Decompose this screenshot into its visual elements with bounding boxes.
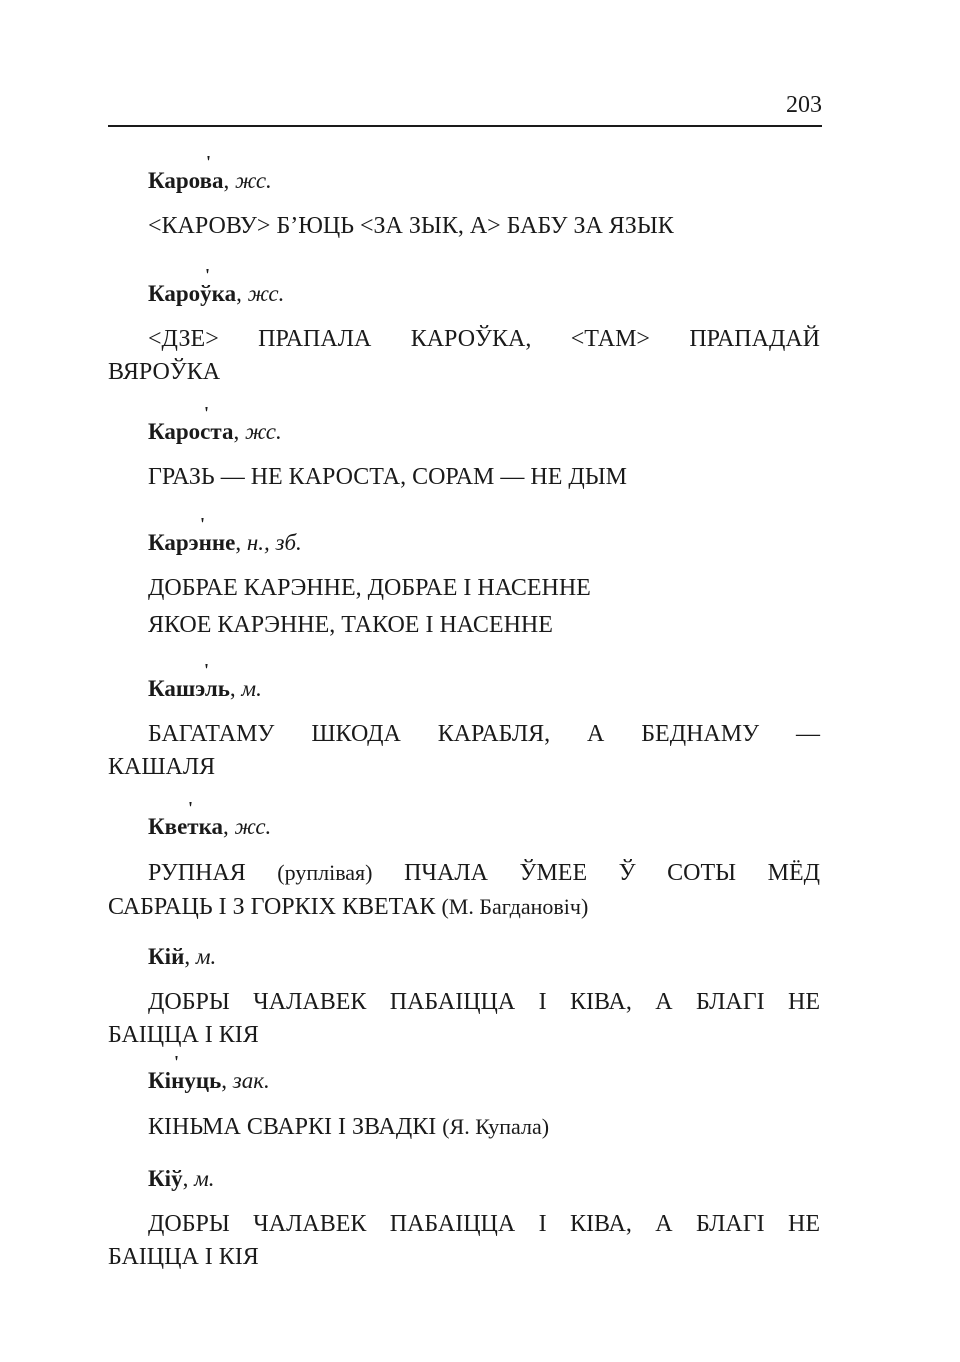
proverb-line: РУПНАЯ (руплівая) ПЧАЛА ЎМЕЕ Ў СОТЫ МЁД [148, 860, 821, 886]
headword: Карэнне [148, 530, 236, 555]
proverb-line: <КАРОВУ> Б’ЮЦЬ <ЗА ЗЫК, А> БАБУ ЗА ЯЗЫК [148, 213, 674, 239]
proverb [108, 986, 820, 1052]
grammar-label: жс. [235, 168, 272, 193]
grammar-label: зак. [232, 1068, 270, 1093]
dictionary-entry-kii [108, 944, 820, 1052]
proverb-line: ГРАЗЬ — НЕ КАРОСТА, СОРАМ — НЕ ДЫМ [148, 464, 628, 490]
page-number: 203 [786, 92, 822, 118]
proverb-line: САБРАЦЬ І З ГОРКІХ КВЕТАК (М. Багдановіч) [108, 894, 589, 920]
headword: Кароўка [148, 281, 237, 306]
headword-line: ' Кароўка, жс. [148, 265, 285, 306]
proverb-line: БАІЦЦА І КІЯ [108, 1022, 259, 1048]
stress-mark: ' [205, 265, 211, 285]
headword-line: Кіў, м. [148, 1166, 215, 1191]
grammar-label: м. [241, 676, 262, 701]
proverb-line: БАІЦЦА І КІЯ [108, 1244, 259, 1270]
grammar-label: н., зб. [246, 530, 302, 555]
proverb [108, 1208, 820, 1274]
grammar-label: жс. [244, 419, 282, 444]
stress-mark: ' [206, 152, 212, 172]
stress-mark: ' [174, 1052, 180, 1072]
headword: Кароста [148, 419, 234, 444]
proverb-line: ВЯРОЎКА [108, 359, 221, 385]
grammar-label: м. [195, 944, 217, 969]
proverb-line: ДОБРЫ ЧАЛАВЕК ПАБАІЦЦА І КІВА, А БЛАГІ НЕ [148, 989, 820, 1015]
proverb [108, 572, 820, 605]
proverb-line: ДОБРЫ ЧАЛАВЕК ПАБАІЦЦА І КІВА, А БЛАГІ НЕ [148, 1211, 820, 1237]
headword: Кіў [148, 1166, 183, 1191]
proverb [108, 856, 820, 924]
headword: Кій [148, 944, 185, 969]
grammar-label: жс. [247, 281, 285, 306]
dictionary-entry-karouka [108, 265, 820, 389]
source-attribution: (М. Багдановіч) [441, 894, 589, 919]
stress-mark: ' [204, 403, 210, 423]
headword-line: ' Кветка, жс. [148, 798, 272, 839]
dictionary-entry-kvetka [108, 798, 821, 924]
dictionary-entry-karova [108, 152, 820, 243]
headword-line: Кій, м. [148, 944, 217, 969]
proverb [108, 461, 820, 494]
proverb-line: ДОБРАЕ КАРЭННЕ, ДОБРАЕ І НАСЕННЕ [148, 575, 591, 601]
dictionary-entry-karosta [108, 403, 820, 494]
proverb [108, 609, 820, 642]
proverb [108, 718, 820, 784]
dictionary-entry-karenne [108, 514, 820, 642]
proverb [108, 1110, 820, 1144]
variant-note: (руплівая) [277, 860, 373, 885]
proverb [108, 323, 820, 389]
headword: Кашэль [148, 676, 230, 701]
proverb-line: ЯКОЕ КАРЭННЕ, ТАКОЕ І НАСЕННЕ [148, 612, 553, 638]
proverb-line: <ДЗЕ> ПРАПАЛА КАРОЎКА, <ТАМ> ПРАПАДАЙ [148, 326, 820, 352]
proverb [108, 210, 820, 243]
headword-line: ' Карэнне, н., зб. [148, 514, 302, 555]
proverb-line: КІНЬМА СВАРКІ І ЗВАДКІ (Я. Купала) [148, 1114, 550, 1140]
grammar-label: м. [194, 1166, 215, 1191]
headword: Кінуць [148, 1068, 222, 1093]
headword-line: ' Кінуць, зак. [148, 1052, 270, 1093]
headword-line: ' Кароста, жс. [148, 403, 282, 444]
header-rule [108, 125, 822, 127]
stress-mark: ' [204, 660, 210, 680]
stress-mark: ' [200, 514, 206, 534]
headword-line: ' Кашэль, м. [148, 660, 262, 701]
proverb-line: БАГАТАМУ ШКОДА КАРАБЛЯ, А БЕДНАМУ — [148, 721, 820, 747]
headword: Карова [148, 168, 224, 193]
stress-mark: ' [188, 798, 194, 818]
dictionary-entry-kashel [108, 660, 820, 784]
headword-line: ' Карова, жс. [148, 152, 272, 193]
proverb-line: КАШАЛЯ [108, 754, 216, 780]
dictionary-entry-kiu [108, 1166, 820, 1274]
dictionary-entry-kinuts [108, 1052, 820, 1144]
headword: Кветка [148, 814, 224, 839]
grammar-label: жс. [234, 814, 272, 839]
source-attribution: (Я. Купала) [442, 1114, 550, 1139]
